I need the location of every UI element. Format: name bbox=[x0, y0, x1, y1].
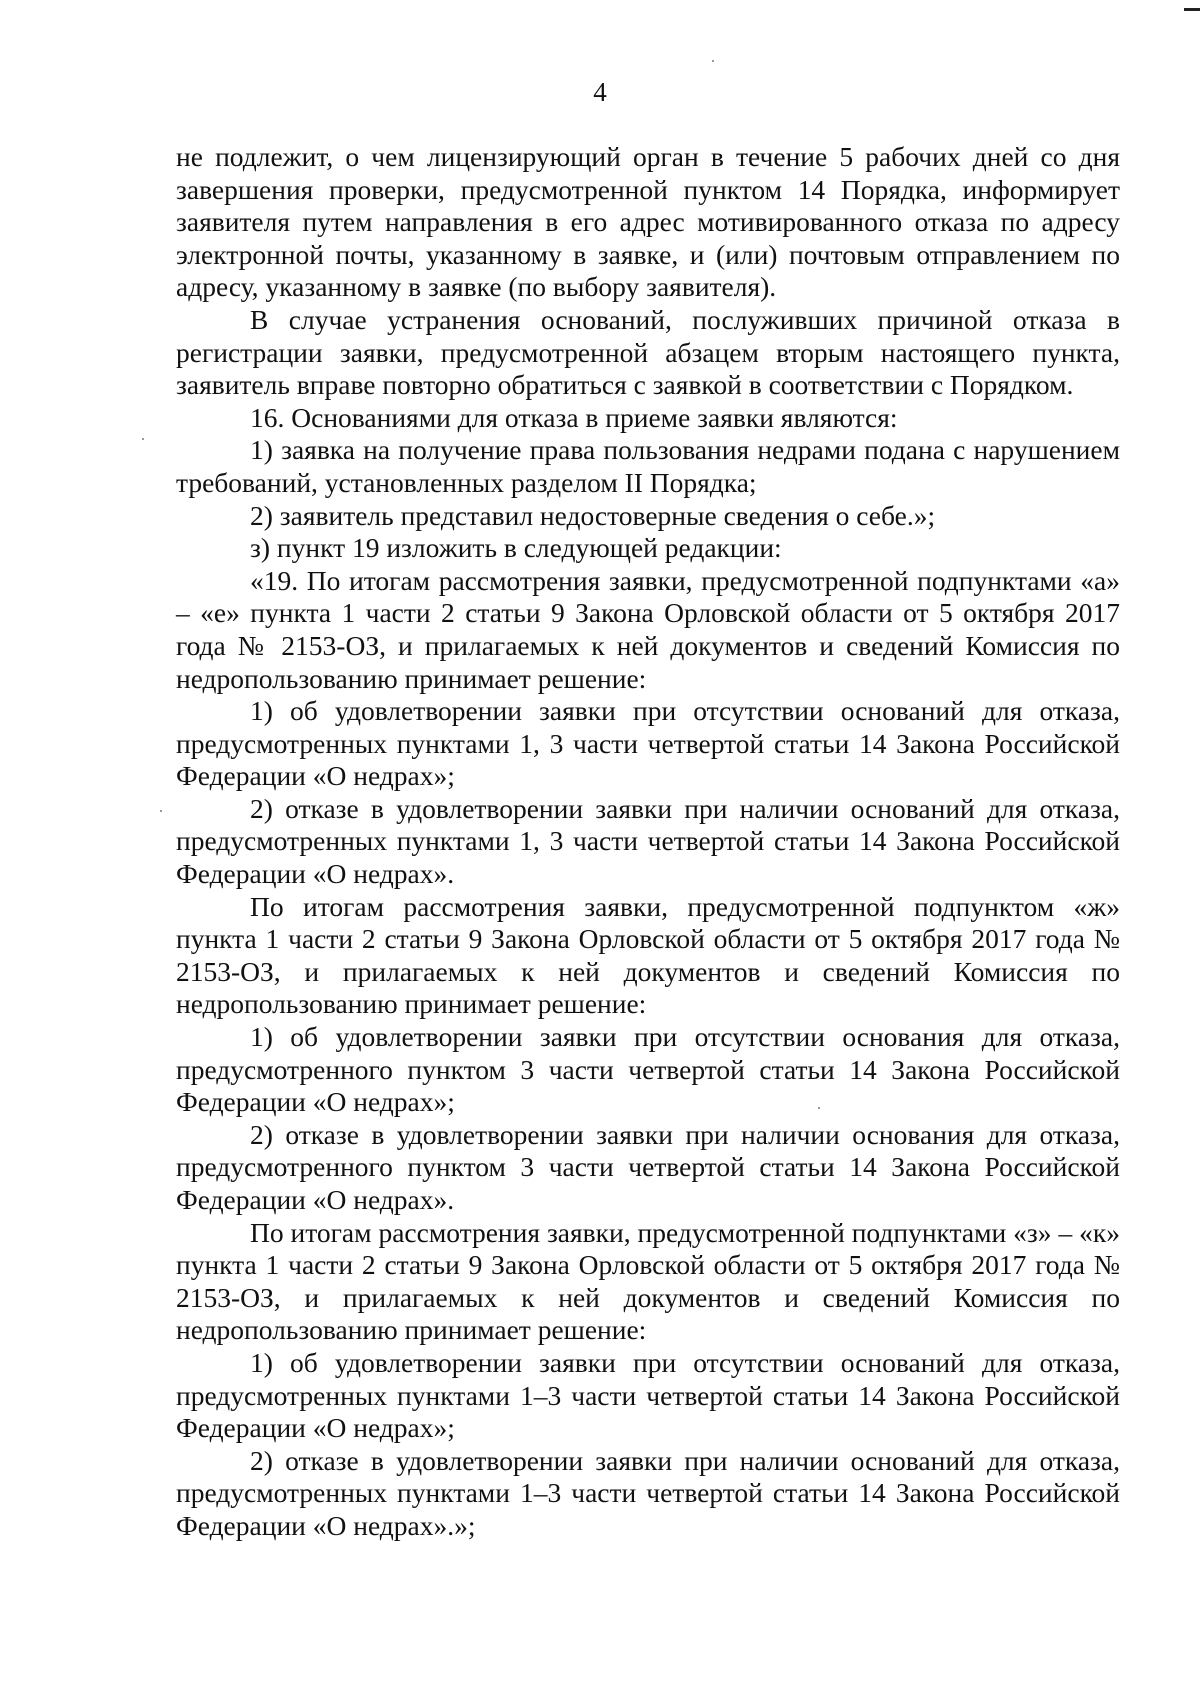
paragraph: 2) отказе в удовлетворении заявки при наличии основания для отказа, предусмотренного пунктом 3 части четвертой статьи 14 Закона Российской Федерации «О недрах». bbox=[176, 1118, 1120, 1215]
paragraph: 1) заявка на получение права пользования недрами подана с нарушением требований, установленных разделом II Порядка; bbox=[176, 434, 1120, 498]
paragraph: з) пункт 19 изложить в следующей редакции: bbox=[250, 532, 782, 564]
paragraph: 2) заявитель представил недостоверные сведения о себе.»; bbox=[250, 499, 936, 531]
paragraph: 2) отказе в удовлетворении заявки при наличии оснований для отказа, предусмотренных пунктами 1, 3 части четвертой статьи 14 Закона Российской Федерации «О недрах». bbox=[176, 792, 1120, 890]
paragraph: 1) об удовлетворении заявки при отсутствии основания для отказа, предусмотренного пунктом 3 части четвертой статьи 14 Закона Российской Федерации «О недрах»; bbox=[176, 1021, 1120, 1118]
paragraph: не подлежит, о чем лицензирующий орган в течение 5 рабочих дней со дня завершения проверки, предусмотренной пунктом 14 Порядка, информирует заявителя путем направления в его адрес мотивированного отказа по адресу электронной почты, указанному в заявке, и (или) почтовым отправлением по адресу, указанному в заявке (по выбору заявителя). bbox=[176, 141, 1120, 303]
paragraph: 16. Основаниями для отказа в приеме заявки являются: bbox=[250, 401, 898, 433]
scan-speck bbox=[160, 810, 162, 812]
scan-speck bbox=[712, 60, 714, 62]
paragraph: По итогам рассмотрения заявки, предусмотренной подпунктами «з» – «к» пункта 1 части 2 статьи 9 Закона Орловской области от 5 октября 2017 года № 2153-ОЗ, и прилагаемых к ней документов и сведений Комиссия по недропользованию принимает решение: bbox=[176, 1216, 1120, 1346]
paragraph: «19. По итогам рассмотрения заявки, предусмотренной подпунктами «а» – «е» пункта 1 части 2 статьи 9 Закона Орловской области от 5 октября 2017 года № 2153-ОЗ, и прилагаемых к ней документов и сведений Комиссия по недропользованию принимает решение: bbox=[176, 564, 1120, 694]
page-number: 4 bbox=[593, 77, 607, 107]
scan-speck bbox=[142, 438, 144, 440]
paragraph: По итогам рассмотрения заявки, предусмотренной подпунктом «ж» пункта 1 части 2 статьи 9 Закона Орловской области от 5 октября 2017 года № 2153-ОЗ, и прилагаемых к ней документов и сведений Комиссия по недропользованию принимает решение: bbox=[176, 890, 1120, 1020]
paragraph: 1) об удовлетворении заявки при отсутствии оснований для отказа, предусмотренных пунктами 1–3 части четвертой статьи 14 Закона Российской Федерации «О недрах»; bbox=[176, 1346, 1120, 1444]
document-body bbox=[176, 141, 1120, 1543]
paragraph: В случае устранения оснований, послуживших причиной отказа в регистрации заявки, предусмотренной абзацем вторым настоящего пункта, заявитель вправе повторно обратиться с заявкой в соответствии с Порядком. bbox=[176, 303, 1120, 401]
scan-edge-mark bbox=[1184, 8, 1200, 11]
paragraph: 2) отказе в удовлетворении заявки при наличии оснований для отказа, предусмотренных пунктами 1–3 части четвертой статьи 14 Закона Российской Федерации «О недрах».»; bbox=[176, 1444, 1120, 1541]
paragraph: 1) об удовлетворении заявки при отсутствии оснований для отказа, предусмотренных пунктами 1, 3 части четвертой статьи 14 Закона Российской Федерации «О недрах»; bbox=[176, 695, 1120, 792]
